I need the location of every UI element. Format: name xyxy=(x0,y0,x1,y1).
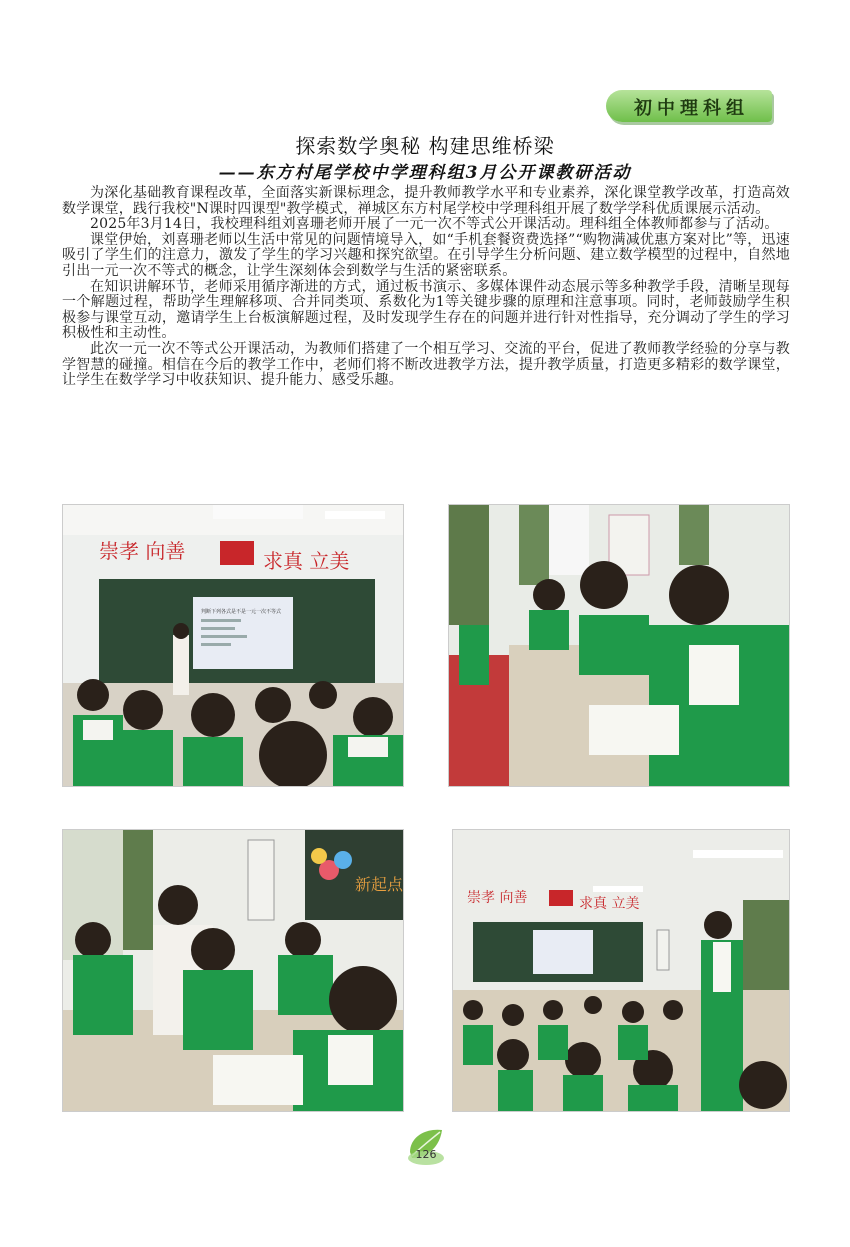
banner-right-text-2: 求真 立美 xyxy=(579,896,640,912)
banner-left-text-2: 崇孝 向善 xyxy=(467,890,528,906)
photo-classroom-wide xyxy=(452,829,790,1112)
photo-students-writing xyxy=(448,504,790,787)
paragraph: 课堂伊始，刘喜珊老师以生活中常见的问题情境导入，如“手机套餐资费选择”“购物满减优惠方案对比”等，迅速吸引了学生们的注意力，激发了学生的学习兴趣和探究欲望。在引导学生分析问题、建立数学模型的过程中，自然地引出一元一次不等式的概念，让学生深刻体会到数学与生活的紧密联系。 xyxy=(62,231,790,279)
page-number-badge xyxy=(404,1124,448,1168)
poster-text: 新起点 xyxy=(355,875,403,894)
article-body xyxy=(62,186,790,389)
banner-right-text: 求真 立美 xyxy=(263,549,350,573)
paragraph: 2025年3月14日，我校理科组刘喜珊老师开展了一元一次不等式公开课活动。理科组全体教师都参与了活动。 xyxy=(90,216,779,233)
leaf-icon xyxy=(404,1124,448,1168)
paragraph: 为深化基础教育课程改革，全面落实新课标理念，提升教师教学水平和专业素养，深化课堂教学改革，打造高效数学课堂，践行我校"N课时四课型"教学模式，禅城区东方村尾学校中学理科组开展了数学学科优质课展示活动。 xyxy=(62,185,790,217)
photo-teacher-at-board xyxy=(62,504,404,787)
banner-left-text: 崇孝 向善 xyxy=(99,539,186,563)
paragraph: 在知识讲解环节，老师采用循序渐进的方式，通过板书演示、多媒体课件动态展示等多种教学手段，清晰呈现每一个解题过程，帮助学生理解移项、合并同类项、系数化为1等关键步骤的原理和注意事项。同时，老师鼓励学生积极参与课堂互动，邀请学生上台板演解题过程，及时发现学生存在的问题并进行针对性指导，充分调动了学生的学习积极性和主动性。 xyxy=(62,278,790,342)
section-tag xyxy=(606,90,772,122)
section-tag-label: 初中理科组 xyxy=(634,98,749,119)
page-number: 126 xyxy=(415,1148,437,1161)
article-title: 探索数学奥秘 构建思维桥梁 xyxy=(295,134,555,158)
paragraph: 此次一元一次不等式公开课活动，为教师们搭建了一个相互学习、交流的平台，促进了教师教学经验的分享与教学智慧的碰撞。相信在今后的教学工作中，老师们将不断改进教学方法，提升教学质量，打造更多精彩的数学课堂，让学生在数学学习中收获知识、提升能力、感受乐趣。 xyxy=(62,340,790,389)
screen-title: 判断下列各式是不是一元一次不等式 xyxy=(201,609,282,615)
photo-teacher-helping xyxy=(62,829,404,1112)
article-subtitle: ——东方村尾学校中学理科组3月公开课教研活动 xyxy=(218,163,632,183)
